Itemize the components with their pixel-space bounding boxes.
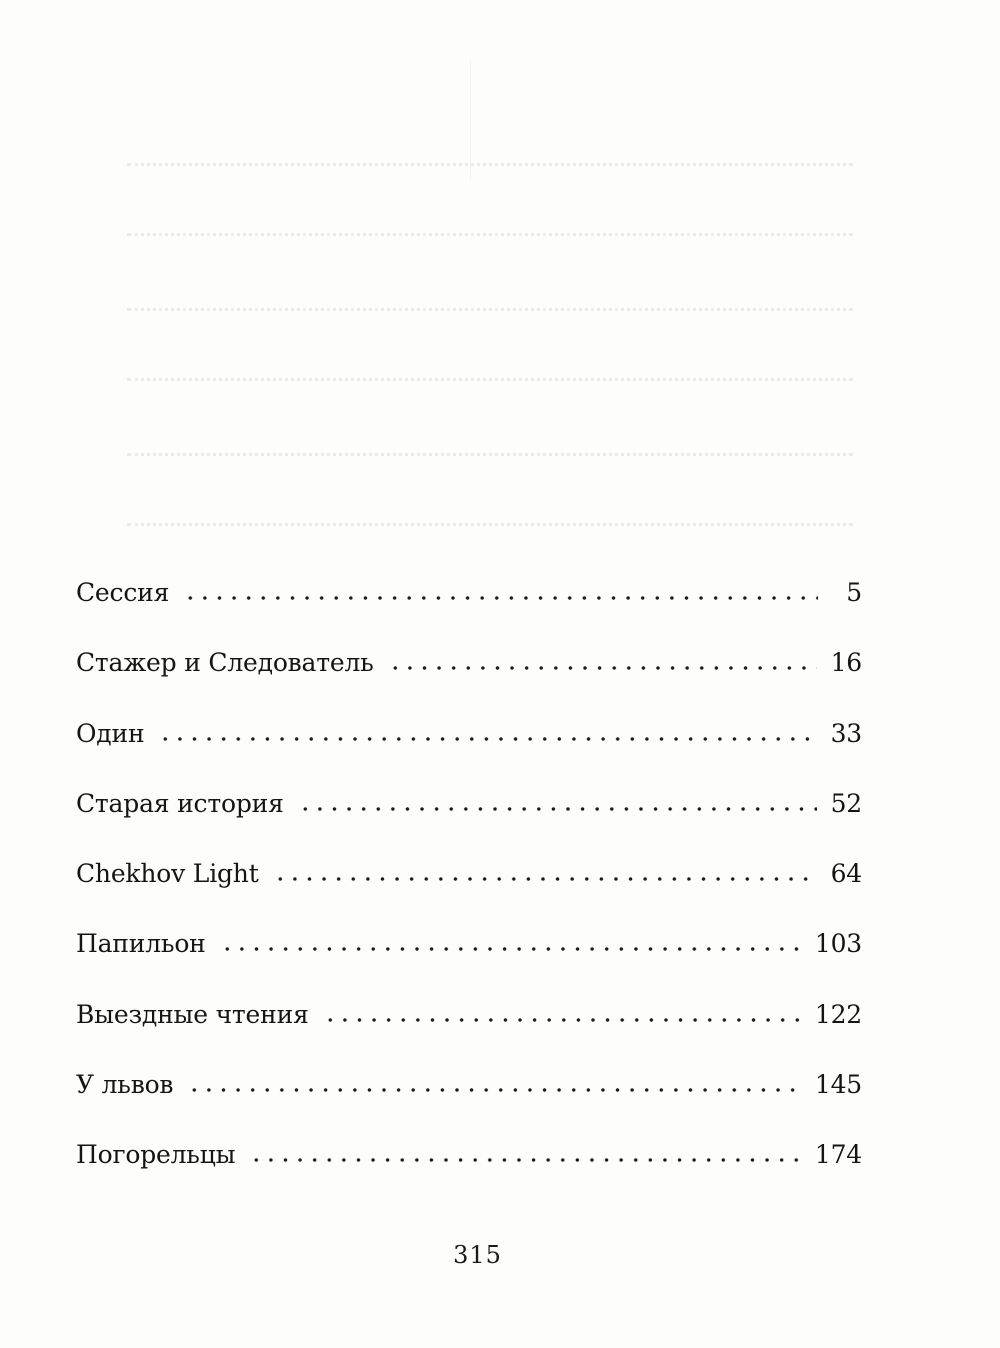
toc-entry-title: Погорельцы bbox=[76, 1140, 236, 1170]
table-of-contents bbox=[76, 578, 862, 1211]
toc-entry-title: У львов bbox=[76, 1070, 174, 1100]
toc-entry-vyezdnye-chteniya[interactable] bbox=[76, 1000, 862, 1070]
dot-leader bbox=[298, 807, 817, 811]
toc-entry-title: Chekhov Light bbox=[76, 859, 259, 889]
dot-leader bbox=[388, 666, 817, 670]
page-number-folio: 315 bbox=[453, 1241, 502, 1269]
dot-leader bbox=[249, 1158, 801, 1162]
ghost-row bbox=[115, 365, 865, 405]
toc-entry-page-number: 52 bbox=[830, 788, 862, 818]
toc-entry-page-number: 145 bbox=[814, 1070, 862, 1100]
dot-leader bbox=[158, 737, 816, 741]
toc-entry-title: Стажер и Следователь bbox=[76, 648, 374, 678]
toc-entry-stazher-i-sledovatel[interactable] bbox=[76, 648, 862, 718]
toc-entry-sessiya[interactable] bbox=[76, 578, 862, 648]
toc-entry-title: Один bbox=[76, 718, 145, 748]
toc-entry-page-number: 16 bbox=[830, 648, 862, 678]
toc-entry-odin[interactable] bbox=[76, 719, 862, 789]
toc-entry-title: Старая история bbox=[76, 788, 284, 818]
toc-entry-page-number: 103 bbox=[814, 929, 862, 959]
dot-leader bbox=[187, 1088, 801, 1092]
toc-entry-page-number: 33 bbox=[830, 718, 862, 748]
toc-entry-u-lvov[interactable] bbox=[76, 1070, 862, 1140]
paper-crease bbox=[470, 60, 471, 180]
ghost-row bbox=[115, 295, 865, 335]
toc-entry-page-number: 122 bbox=[814, 999, 862, 1029]
ghost-row bbox=[115, 440, 865, 480]
ghost-row bbox=[115, 150, 865, 190]
toc-entry-title: Сессия bbox=[76, 578, 170, 607]
dot-leader bbox=[183, 596, 818, 600]
dot-leader bbox=[220, 947, 801, 951]
toc-entry-chekhov-light[interactable] bbox=[76, 859, 862, 929]
toc-entry-papilon[interactable] bbox=[76, 929, 862, 999]
toc-entry-staraya-istoriya[interactable] bbox=[76, 789, 862, 859]
toc-entry-title: Выездные чтения bbox=[76, 999, 309, 1029]
toc-entry-page-number: 174 bbox=[814, 1140, 862, 1170]
toc-entry-pogorelcy[interactable] bbox=[76, 1140, 862, 1210]
ghost-row bbox=[115, 220, 865, 260]
toc-entry-title: Папильон bbox=[76, 929, 206, 959]
ghost-row bbox=[115, 510, 865, 550]
dot-leader bbox=[323, 1018, 801, 1022]
toc-entry-page-number: 64 bbox=[830, 859, 862, 889]
dot-leader bbox=[273, 877, 817, 881]
toc-entry-page-number: 5 bbox=[846, 578, 862, 607]
